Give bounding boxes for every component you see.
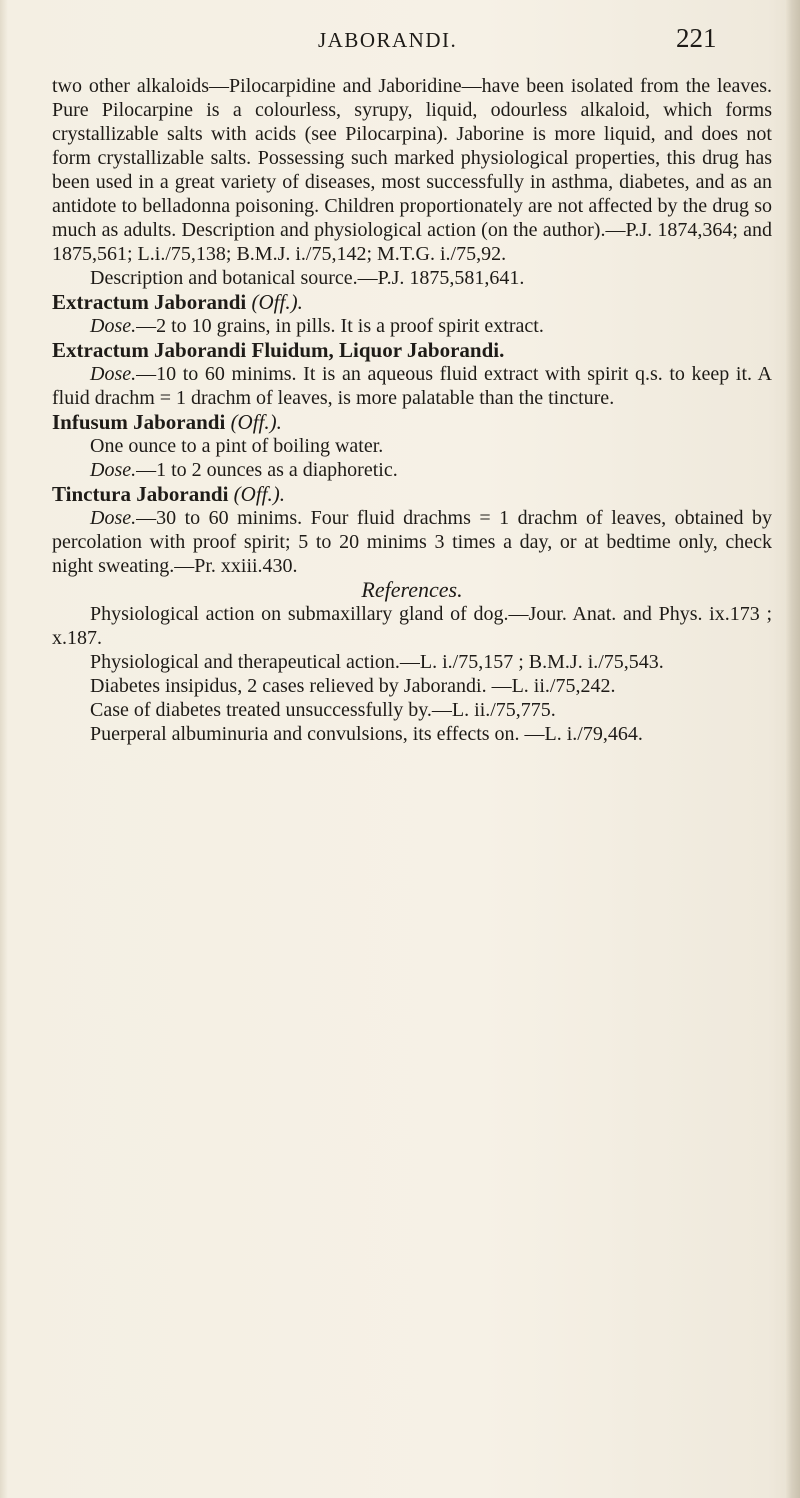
preparation-dose: [52, 458, 772, 482]
dose-label: Dose.: [90, 315, 137, 337]
dose-label: Dose.: [90, 507, 137, 529]
dose-text: —1 to 2 ounces as a diaphoretic.: [136, 459, 398, 481]
preparation-heading: [52, 290, 772, 314]
running-head: JABORANDI.: [318, 28, 458, 52]
preparation-line: One ounce to a pint of boiling water.: [90, 435, 384, 457]
dose-text: —10 to 60 minims. It is an aqueous fluid extract with spirit q.s. to keep it. A fluid drachm = 1 drachm of leaves, is more palatable than the tincture.: [52, 363, 772, 409]
preparation-heading: [52, 482, 772, 506]
description-source: Description and botanical source.—P.J. 1875,581,641.: [90, 267, 525, 289]
dose-text: —2 to 10 grains, in pills. It is a proof spirit extract.: [136, 315, 544, 337]
preparation-name: Infusum Jaborandi: [52, 410, 226, 434]
reference-item: Physiological action on submaxillary gland of dog.—Jour. Anat. and Phys. ix.173 ; x.187.: [52, 603, 772, 649]
officinal-mark: (Off.).: [233, 482, 285, 506]
preparation-name: Tinctura Jaborandi: [52, 482, 229, 506]
reference-item: Puerperal albuminuria and convulsions, its effects on. —L. i./79,464.: [90, 723, 643, 745]
dose-label: Dose.: [90, 459, 137, 481]
officinal-mark: (Off.).: [230, 410, 282, 434]
page-gutter-shadow: [0, 0, 8, 1498]
intro-paragraph: two other alkaloids—Pilocarpidine and Jaboridine—have been isolated from the leaves. Pure Pilocarpine is a colourless, syrupy, liquid, odourless alkaloid, which forms crystallizable salts with acids (see Pilocarpina). Jaborine is more liquid, and does not form crystallizable salts. Possessing such marked physiological properties, this drug has been used in a great variety of diseases, most successfully in asthma, diabetes, and as an antidote to belladonna poisoning. Children proportionately are not affected by the drug so much as adults. Description and physiological action (on the author).—P.J. 1874,364; and 1875,561; L.i./75,138; B.M.J. i./75,142; M.T.G. i./75,92.: [52, 75, 772, 265]
references-title: References.: [361, 577, 463, 602]
preparation-dose: [52, 506, 772, 578]
preparation-dose: [52, 314, 772, 338]
reference-item: Case of diabetes treated unsuccessfully by.—L. ii./75,775.: [90, 699, 556, 721]
page-edge: [786, 0, 800, 1498]
preparation-name: Extractum Jaborandi: [52, 290, 247, 314]
dose-label: Dose.: [90, 363, 137, 385]
reference-item: Diabetes insipidus, 2 cases relieved by Jaborandi. —L. ii./75,242.: [90, 675, 616, 697]
page-body: [52, 74, 772, 746]
reference-item: Physiological and therapeutical action.—L. i./75,157 ; B.M.J. i./75,543.: [90, 651, 664, 673]
preparation-name: Extractum Jaborandi Fluidum,: [52, 338, 334, 362]
preparation-alt-name: Liquor Jaborandi.: [339, 338, 505, 362]
page-number: 221: [676, 23, 717, 53]
preparation-heading: [52, 338, 772, 362]
officinal-mark: (Off.).: [251, 290, 303, 314]
dose-text: —30 to 60 minims. Four fluid drachms = 1 drachm of leaves, obtained by percolation with proof spirit; 5 to 20 minims 3 times a day, or at bedtime only, check night sweating.—Pr. xxiii.430.: [52, 507, 772, 577]
preparation-heading: [52, 410, 772, 434]
preparation-dose: [52, 362, 772, 410]
page-header: [0, 18, 800, 54]
